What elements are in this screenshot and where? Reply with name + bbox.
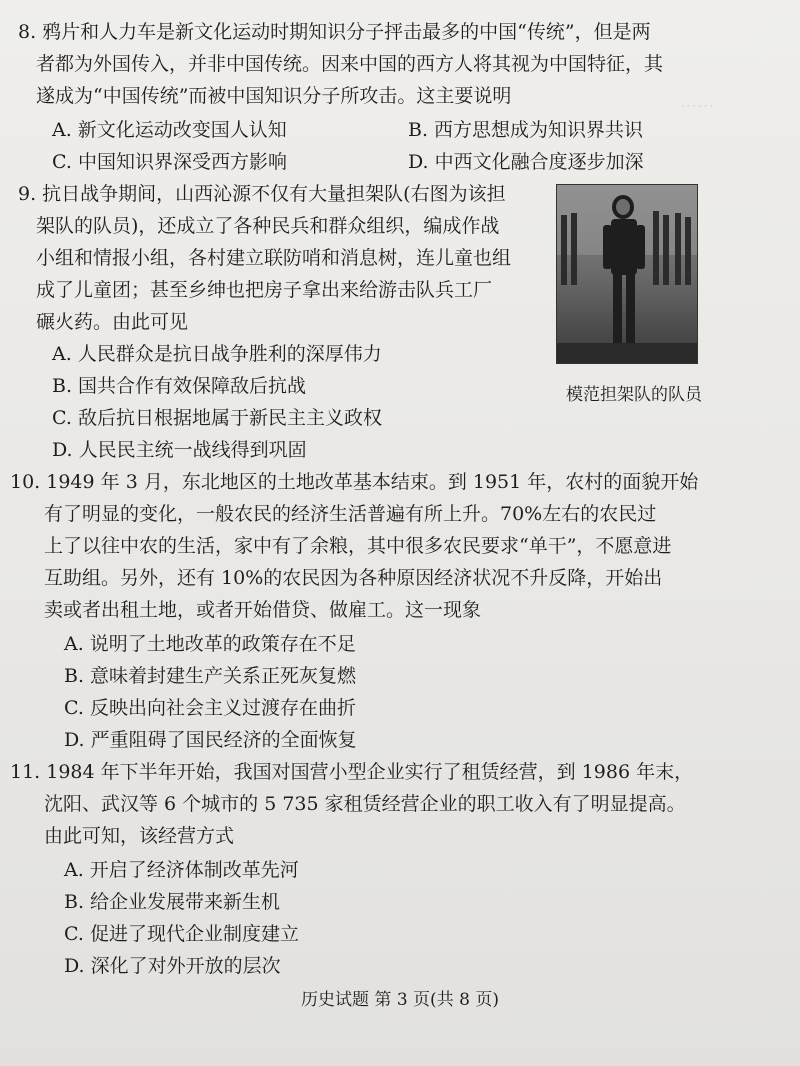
question-9-option-b: B. 国共合作有效保障敌后抗战 — [52, 375, 307, 397]
question-10-option-c: C. 反映出向社会主义过渡存在曲折 — [64, 697, 356, 719]
photo-caption: 模范担架队的队员 — [566, 385, 702, 405]
question-11-option-d: D. 深化了对外开放的层次 — [64, 955, 281, 977]
question-11-line-3: 由此可知，该经营方式 — [44, 825, 235, 847]
question-9-line-3: 小组和情报小组，各村建立联防哨和消息树，连儿童也组 — [36, 247, 512, 269]
question-9-line-4: 成了儿童团；甚至乡绅也把房子拿出来给游击队兵工厂 — [36, 279, 493, 301]
page-footer: 历史试题 第 3 页(共 8 页) — [301, 990, 499, 1010]
question-11-option-b: B. 给企业发展带来新生机 — [64, 891, 281, 913]
question-11-option-c: C. 促进了现代企业制度建立 — [64, 923, 299, 945]
question-9-line-2: 架队的队员)，还成立了各种民兵和群众组织，编成作战 — [36, 215, 500, 237]
question-10-line-5: 卖或者出租土地，或者开始借贷、做雇工。这一现象 — [44, 599, 482, 621]
question-11-line-1: 11. 1984 年下半年开始，我国对国营小型企业实行了租赁经营，到 1986 年末， — [10, 761, 694, 783]
question-8-option-c: C. 中国知识界深受西方影响 — [52, 151, 287, 173]
question-10-line-1: 10. 1949 年 3 月，东北地区的土地改革基本结束。到 1951 年，农村的面貌开始 — [10, 471, 699, 493]
question-11-option-a: A. 开启了经济体制改革先河 — [64, 859, 299, 881]
photo-illustration — [557, 185, 697, 363]
question-10-line-4: 互助组。另外，还有 10%的农民因为各种原因经济状况不升反降，开始出 — [44, 567, 663, 589]
question-10-option-a: A. 说明了土地改革的政策存在不足 — [64, 633, 356, 655]
question-8-line-1: 8. 鸦片和人力车是新文化运动时期知识分子抨击最多的中国“传统”，但是两 — [18, 21, 651, 43]
question-8-option-a: A. 新文化运动改变国人认知 — [52, 119, 287, 141]
question-9-option-a: A. 人民群众是抗日战争胜利的深厚伟力 — [52, 343, 382, 365]
question-10-option-d: D. 严重阻碍了国民经济的全面恢复 — [64, 729, 357, 751]
question-9-option-c: C. 敌后抗日根据地属于新民主主义政权 — [52, 407, 382, 429]
question-11-line-2: 沈阳、武汉等 6 个城市的 5 735 家租赁经营企业的职工收入有了明显提高。 — [44, 793, 686, 815]
question-9-line-1: 9. 抗日战争期间，山西沁源不仅有大量担架队(右图为该担 — [18, 183, 506, 205]
question-10-line-2: 有了明显的变化，一般农民的经济生活普遍有所上升。70%左右的农民过 — [44, 503, 657, 525]
stretcher-team-member-photo — [556, 184, 698, 364]
question-10-option-b: B. 意味着封建生产关系正死灰复燃 — [64, 665, 357, 687]
question-8-option-d: D. 中西文化融合度逐步加深 — [408, 151, 644, 173]
question-8-line-2: 者都为外国传入，并非中国传统。因来中国的西方人将其视为中国特征，其 — [36, 53, 664, 75]
question-8-line-3: 遂成为“中国传统”而被中国知识分子所攻击。这主要说明 — [36, 85, 512, 107]
bleed-through-text: …… — [680, 92, 714, 112]
question-9-line-5: 碾火药。由此可见 — [36, 311, 189, 333]
question-8-option-b: B. 西方思想成为知识界共识 — [408, 119, 644, 141]
question-9-option-d: D. 人民民主统一战线得到巩固 — [52, 439, 307, 461]
question-10-line-3: 上了以往中农的生活，家中有了余粮，其中很多农民要求“单干”，不愿意进 — [44, 535, 672, 557]
